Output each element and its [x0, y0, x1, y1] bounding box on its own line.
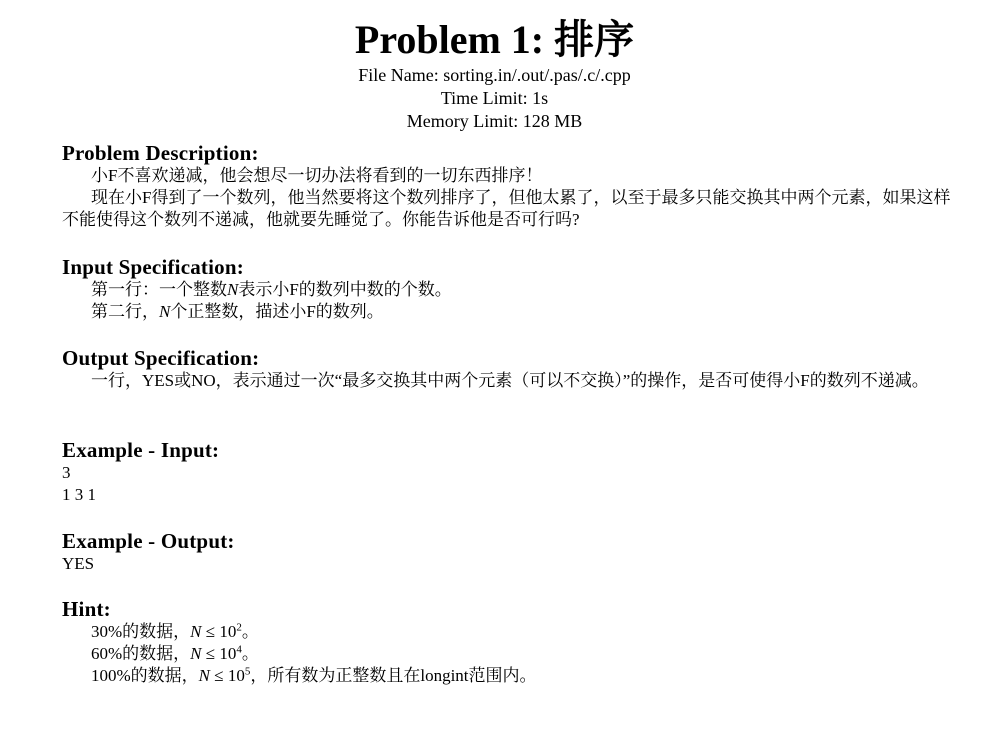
description-line: 小F不喜欢递减，他会想尽一切办法将看到的一切东西排序！	[91, 166, 543, 185]
input-spec-line	[62, 279, 962, 301]
input-spec-text: 第一行：一个整数	[91, 280, 227, 299]
hint-text: 60%的数据，	[91, 644, 191, 663]
hint-text: ，所有数为正整数且在longint范围内。	[250, 666, 537, 685]
example-input-heading: Example - Input:	[62, 438, 220, 462]
example-output-line: YES	[62, 554, 95, 573]
math-variable: N	[227, 280, 239, 299]
math-variable: N	[190, 644, 202, 663]
example-output-section	[62, 529, 962, 575]
math-variable: N	[190, 622, 202, 641]
memory-limit: Memory Limit: 128 MB	[406, 111, 583, 131]
hint-text: ≤ 10	[201, 622, 237, 641]
example-output-heading: Example - Output:	[62, 529, 235, 553]
example-input-section	[62, 438, 962, 506]
hint-text: 30%的数据，	[91, 622, 191, 641]
output-spec-heading: Output Specification:	[62, 346, 260, 370]
time-limit: Time Limit: 1s	[440, 88, 549, 108]
example-input-line: 3	[62, 463, 71, 482]
input-spec-text: 个正整数，描述小F的数列。	[170, 302, 384, 321]
example-input-line: 1 3 1	[62, 485, 96, 504]
hint-exponent: 5	[244, 665, 251, 678]
math-variable: N	[198, 666, 211, 685]
description-heading: Problem Description:	[62, 141, 259, 165]
hint-text: 100%的数据，	[91, 666, 199, 685]
description-line: 现在小F得到了一个数列，他当然要将这个数列排序了，但他太累了，以至于最多只能交换其中两个元素，如果这样不能使得这个数列不递减，他就要先睡觉了。你能告诉他是否可行吗?	[62, 188, 951, 229]
output-spec-line: 一行，YES或NO，表示通过一次“最多交换其中两个元素（可以不交换）”的操作，是否可使得小F的数列不递减。	[91, 371, 929, 390]
problem-header	[0, 16, 989, 133]
description-section	[62, 141, 962, 231]
input-spec-line	[62, 301, 962, 323]
hint-text: 。	[241, 622, 259, 641]
hint-text: 。	[241, 644, 259, 663]
output-spec-section	[62, 346, 962, 392]
hint-exponent: 2	[236, 621, 242, 634]
hint-item	[62, 621, 962, 643]
input-spec-text: 第二行，	[91, 302, 159, 321]
input-spec-section	[62, 255, 962, 323]
problem-title: Problem 1: 排序	[354, 17, 635, 62]
hint-item	[62, 643, 962, 665]
input-spec-heading: Input Specification:	[62, 255, 244, 279]
file-name: File Name: sorting.in/.out/.pas/.c/.cpp	[358, 65, 631, 85]
hint-item	[62, 665, 962, 687]
hint-section	[62, 597, 962, 687]
hint-heading: Hint:	[62, 597, 111, 621]
hint-text: ≤ 10	[210, 666, 245, 685]
input-spec-text: 表示小F的数列中数的个数。	[238, 280, 452, 299]
math-variable: N	[159, 302, 171, 321]
hint-exponent: 4	[236, 643, 242, 656]
hint-text: ≤ 10	[201, 644, 237, 663]
